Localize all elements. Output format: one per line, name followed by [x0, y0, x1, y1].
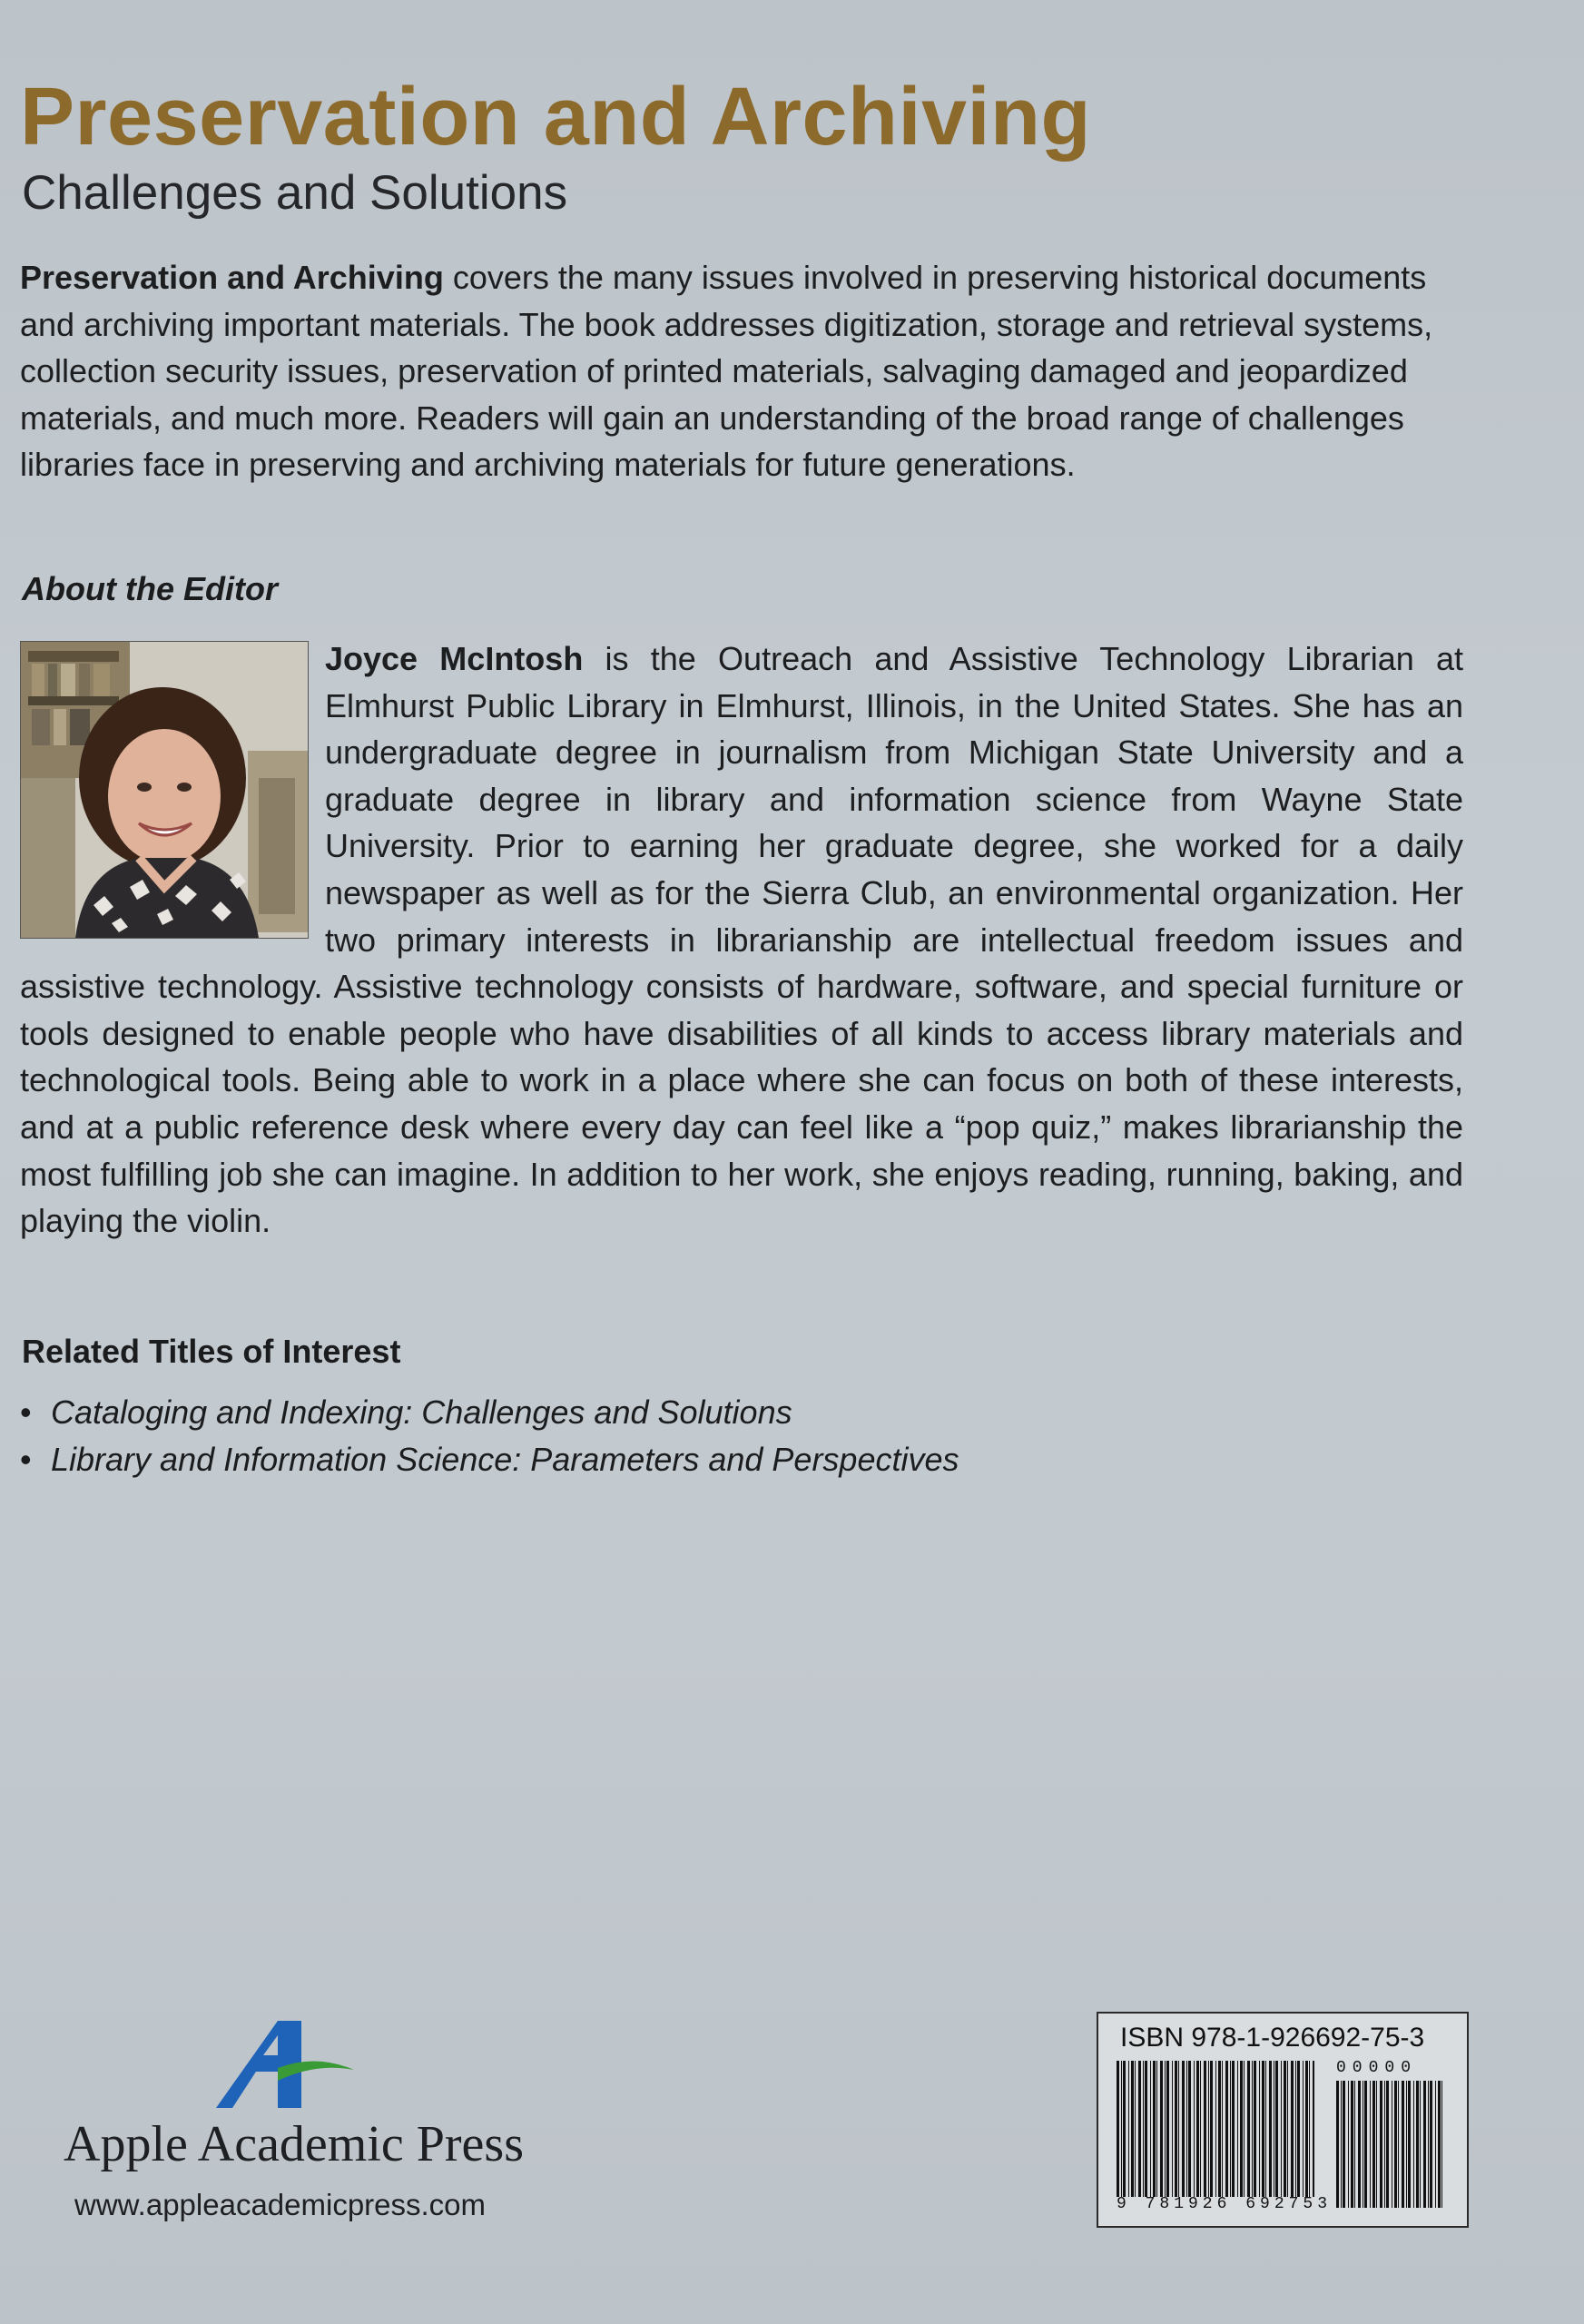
barcode-bar	[1441, 2081, 1442, 2208]
related-title-1: Cataloging and Indexing: Challenges and Solutions	[51, 1393, 792, 1431]
editor-bio-block	[20, 635, 1463, 1245]
barcode-bar	[1408, 2081, 1411, 2208]
description-text: covers the many issues involved in preserving historical documents and archiving important materials. The book addresses digitization, storage and retrieval systems, collection security issues, preservation of printed materials, salvaging damaged and jeopardized materials, and much more. Readers will gain an understanding of the broad range of challenges libraries face in preserving and archiving materials for future generations.	[20, 259, 1433, 484]
barcode-bar	[1265, 2061, 1266, 2197]
barcode-bar	[1394, 2081, 1397, 2208]
barcode-bar	[1210, 2061, 1213, 2197]
barcode-bar	[1354, 2081, 1355, 2208]
isbn-barcode	[1097, 2012, 1469, 2228]
barcode-bar	[1275, 2061, 1278, 2197]
barcode-bar	[1262, 2061, 1264, 2197]
barcode-bar	[1143, 2061, 1144, 2197]
isbn-number: ISBN 978-1-926692-75-3	[1120, 2023, 1425, 2053]
barcode-bar	[1131, 2061, 1134, 2197]
barcode-bar	[1259, 2061, 1260, 2197]
barcode-bar	[1295, 2061, 1296, 2197]
barcode-bar	[1269, 2061, 1272, 2197]
barcode-bar	[1128, 2061, 1129, 2197]
barcode-addon-digits: 00000	[1336, 2059, 1418, 2077]
book-subtitle: Challenges and Solutions	[22, 166, 568, 220]
barcode-bar	[1297, 2061, 1300, 2197]
barcode-bar	[1222, 2061, 1223, 2197]
barcode-bar	[1423, 2081, 1426, 2208]
barcode-bar	[1281, 2061, 1282, 2197]
barcode-bar	[1123, 2061, 1126, 2197]
editor-name: Joyce McIntosh	[325, 640, 584, 677]
barcode-bar	[1135, 2061, 1136, 2197]
bullet-icon: •	[20, 1441, 32, 1478]
barcode-bar	[1341, 2081, 1342, 2208]
barcode-bar	[1313, 2061, 1314, 2197]
barcode-bar	[1156, 2061, 1157, 2197]
barcode-bar	[1303, 2061, 1304, 2197]
barcode-bar	[1351, 2081, 1353, 2208]
barcode-bar	[1384, 2081, 1385, 2208]
barcode-bar	[1230, 2061, 1231, 2197]
barcode-bar	[1358, 2081, 1361, 2208]
related-titles-heading: Related Titles of Interest	[22, 1333, 401, 1370]
barcode-bar	[1240, 2061, 1243, 2197]
barcode-bar	[1416, 2081, 1419, 2208]
barcode-bar	[1194, 2061, 1195, 2197]
barcode-bar	[1380, 2081, 1382, 2208]
barcode-bar	[1172, 2061, 1173, 2197]
barcode-bar	[1376, 2081, 1377, 2208]
barcode-bar	[1287, 2061, 1288, 2197]
barcode-bar	[1178, 2061, 1179, 2197]
barcode-bar	[1291, 2061, 1294, 2197]
barcode-bar	[1200, 2061, 1201, 2197]
barcode-bar	[1117, 2061, 1119, 2197]
barcode-bar	[1175, 2061, 1177, 2197]
barcode-bar	[1182, 2061, 1185, 2197]
about-editor-heading: About the Editor	[22, 570, 278, 607]
bullet-icon: •	[20, 1393, 32, 1431]
barcode-bar	[1284, 2061, 1286, 2197]
barcode-bar	[1336, 2081, 1339, 2208]
description-lead: Preservation and Archiving	[20, 259, 444, 296]
publisher-name: Apple Academic Press	[64, 2116, 524, 2172]
barcode-bar	[1406, 2081, 1407, 2208]
barcode-bar	[1413, 2081, 1414, 2208]
related-title-2: Library and Information Science: Parameters and Perspectives	[51, 1441, 959, 1478]
barcode-bar	[1145, 2061, 1147, 2197]
barcode-bar	[1343, 2081, 1345, 2208]
barcode-bar	[1420, 2081, 1421, 2208]
barcode-bar	[1370, 2081, 1371, 2208]
barcode-bar	[1186, 2061, 1187, 2197]
barcode-bar	[1386, 2081, 1389, 2208]
barcode-bar	[1372, 2081, 1375, 2208]
barcode-bar	[1196, 2061, 1199, 2197]
publisher-logo-icon	[214, 2017, 356, 2110]
barcode-bar	[1438, 2081, 1441, 2208]
barcode-bars	[1117, 2061, 1314, 2197]
barcode-bar	[1237, 2061, 1238, 2197]
barcode-bar	[1244, 2061, 1245, 2197]
editor-bio-text: is the Outreach and Assistive Technology Librarian at Elmhurst Public Library in Elmhurst, Illinois, in the United States. She has an undergraduate degree in journalism from Michigan State University and a graduate degree in library and information science from Wayne State University. Prior to earning her graduate degree, she worked for a daily newspaper as well as for the Sierra Club, an environmental organization. Her two primary interests in librarianship are intellectual freedom issues and assistive technology. Assistive technology consists of hardware, software, and special furniture or tools designed to enable people who have disabilities of all kinds to access library materials and technological tools. Being able to work in a place where she can focus on both of these interests, and at a public reference desk where every day can feel like a “pop quiz,” makes librarianship the most fulfilling job she can imagine. In addition to her work, she enjoys reading, running, baking, and playing the violin.	[20, 640, 1463, 1240]
barcode-bar	[1247, 2061, 1250, 2197]
barcode-bar	[1232, 2061, 1235, 2197]
barcode-bar	[1160, 2061, 1163, 2197]
barcode-bar	[1428, 2081, 1429, 2208]
barcode-bar	[1398, 2081, 1399, 2208]
barcode-bar	[1150, 2061, 1151, 2197]
barcode-bar	[1364, 2081, 1367, 2208]
barcode-bar	[1215, 2061, 1216, 2197]
barcode-bar	[1402, 2081, 1404, 2208]
barcode-bar	[1430, 2081, 1432, 2208]
barcode-bar	[1348, 2081, 1349, 2208]
barcode-bar	[1165, 2061, 1166, 2197]
book-description	[20, 254, 1463, 488]
barcode-bar	[1309, 2061, 1310, 2197]
list-item	[20, 1436, 959, 1483]
barcode-bar	[1254, 2061, 1256, 2197]
barcode-bar	[1121, 2061, 1122, 2197]
barcode-bar	[1204, 2061, 1206, 2197]
book-title: Preservation and Archiving	[20, 72, 1092, 162]
barcode-addon-bars	[1336, 2081, 1443, 2208]
barcode-bar	[1188, 2061, 1191, 2197]
barcode-bar	[1252, 2061, 1253, 2197]
barcode-bar	[1218, 2061, 1221, 2197]
barcode-bar	[1138, 2061, 1141, 2197]
barcode-bar	[1153, 2061, 1156, 2197]
list-item	[20, 1389, 959, 1436]
barcode-bar	[1225, 2061, 1228, 2197]
barcode-bar	[1305, 2061, 1308, 2197]
related-titles-list	[20, 1389, 959, 1483]
barcode-digits: 9 781926 692753	[1117, 2195, 1333, 2213]
barcode-bar	[1166, 2061, 1169, 2197]
barcode-bar	[1208, 2061, 1209, 2197]
publisher-website: www.appleacademicpress.com	[74, 2188, 487, 2221]
barcode-bar	[1435, 2081, 1436, 2208]
